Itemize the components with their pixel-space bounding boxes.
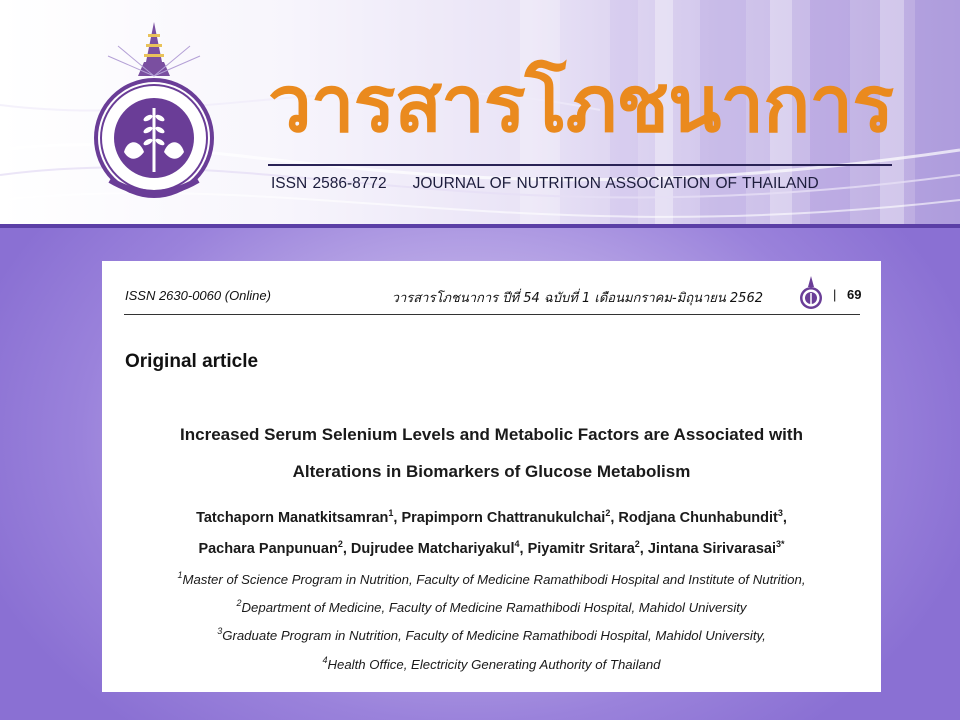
authors-line-1: Tatchaporn Manatkitsamran$^1$, Prapimporn Chattranukulchai$^2$, Rodjana Chunhabundit$^3$, [196,508,787,526]
author-name: Prapimporn Chattranukulchai [401,510,606,526]
author-name: Pachara Panpunuan [198,541,338,557]
author-affiliation-mark: 2 [634,539,640,549]
author-affiliation-mark: 3 [777,508,783,518]
journal-english-name: JOURNAL OF NUTRITION ASSOCIATION OF THAILAND [412,175,819,192]
affiliation-4: $^4$Health Office, Electricity Generating Authority of Thailand [322,655,661,672]
author-affiliation-mark: 2 [605,508,611,518]
affiliation-3: $^3$Graduate Program in Nutrition, Faculty of Medicine Ramathibodi Hospital, Mahidol University, [217,626,766,643]
affiliation-1: $^1$Master of Science Program in Nutrition, Faculty of Medicine Ramathibodi Hospital and Institute of Nutrition, [177,570,806,587]
journal-seal-icon [797,275,825,311]
print-issn: ISSN 2586-8772 [271,175,387,192]
running-header-issn: ISSN 2630-0060 (Online) [125,288,271,303]
article-type: Original article [125,351,259,372]
author-name: Piyamitr Sritara [527,541,635,557]
paper-page [102,261,881,692]
header-separator: | [833,287,837,302]
author-affiliation-mark: 2 [337,539,343,549]
author-name: Jintana Sirivarasai [647,541,777,557]
title-rule [268,164,892,166]
article-title-line-2: Alterations in Biomarkers of Glucose Metabolism [292,462,691,481]
author-affiliation-mark: 1 [388,508,394,518]
authors-line-2: Pachara Panpunuan$^2$, Dujrudee Matchariyakul$^4$, Piyamitr Sritara$^2$, Jintana Sirivarasai$^{3*}$ [198,539,785,557]
author-name: Tatchaporn Manatkitsamran [196,510,389,526]
header-rule [124,314,860,315]
author-name: Rodjana Chunhabundit [618,510,778,526]
journal-issn-line [271,175,819,193]
running-header-journal: วารสารโภชนาการ ปีที่ 54 ฉบับที่ 1 เดือนมกราคม-มิถุนายน 2562 [391,291,763,306]
affiliation-2: $^2$Department of Medicine, Faculty of Medicine Ramathibodi Hospital, Mahidol University [236,598,747,615]
journal-banner [0,0,960,228]
page-number: 69 [847,287,862,302]
article-title-line-1: Increased Serum Selenium Levels and Metabolic Factors are Associated with [180,425,803,444]
author-affiliation-mark: 4 [514,539,520,549]
journal-thai-title: วารสารโภชนาการ [268,60,894,150]
association-seal-icon [88,20,220,202]
author-affiliation-mark: 3* [776,539,785,549]
author-name: Dujrudee Matchariyakul [350,541,515,557]
